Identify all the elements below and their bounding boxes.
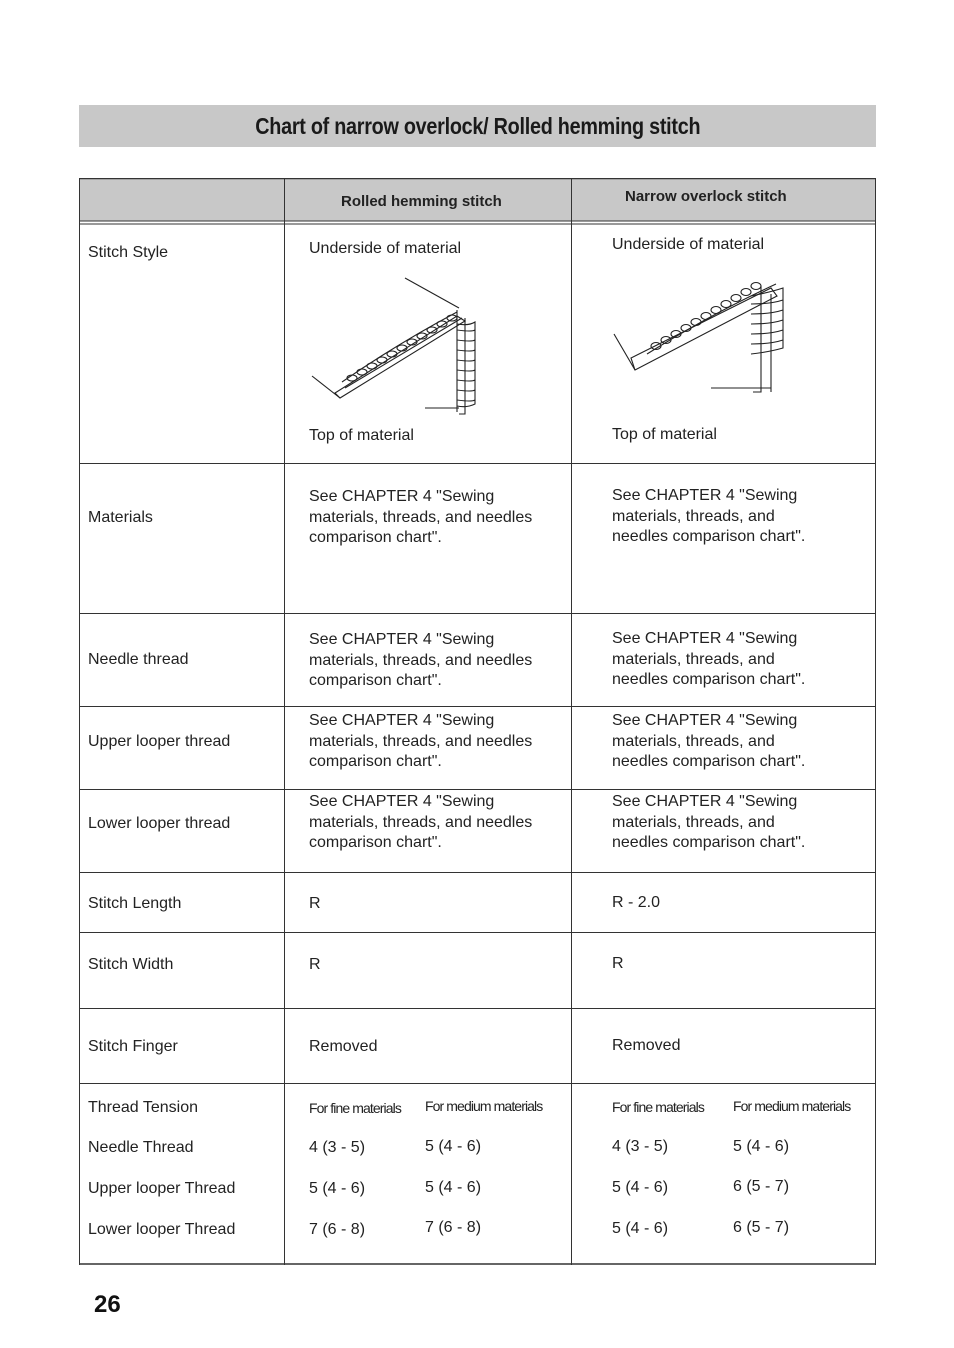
row-label-stitch-style: Stitch Style: [88, 244, 169, 261]
needle-thread-rolled-text: See CHAPTER 4 "Sewing materials, threads, and needles comparison chart".: [309, 631, 533, 689]
lower-looper-rolled-text: See CHAPTER 4 "Sewing materials, threads, and needles comparison chart".: [309, 793, 533, 851]
narrow-underside-label: Underside of material: [612, 236, 765, 253]
rolled-medium-header: For medium materials: [425, 1098, 543, 1114]
narrow-medium-upper: 6 (5 - 7): [733, 1178, 790, 1195]
rolled-fine-upper: 5 (4 - 6): [309, 1180, 366, 1197]
needle-thread-narrow-text: See CHAPTER 4 "Sewing materials, threads, and needles comparison chart".: [612, 630, 806, 688]
row-label-upper-looper-tension: Upper looper Thread: [88, 1180, 236, 1197]
row-label-thread-tension: Thread Tension: [88, 1099, 198, 1116]
column-header-narrow: Narrow overlock stitch: [625, 188, 787, 205]
rolled-medium-lower: 7 (6 - 8): [425, 1219, 482, 1236]
narrow-fine-lower: 5 (4 - 6): [612, 1220, 669, 1237]
stitch-length-rolled: R: [309, 895, 321, 912]
narrow-fine-upper: 5 (4 - 6): [612, 1179, 669, 1196]
stitch-finger-rolled: Removed: [309, 1038, 378, 1055]
row-label-materials: Materials: [88, 509, 153, 526]
row-label-stitch-width: Stitch Width: [88, 956, 174, 973]
stitch-width-narrow: R: [612, 955, 624, 972]
materials-rolled-text: See CHAPTER 4 "Sewing materials, threads, and needles comparison chart".: [309, 488, 533, 546]
rolled-medium-needle: 5 (4 - 6): [425, 1138, 482, 1155]
row-label-stitch-length: Stitch Length: [88, 895, 182, 912]
narrow-medium-lower: 6 (5 - 7): [733, 1219, 790, 1236]
rolled-hem-stitch-diagram: [307, 274, 487, 419]
stitch-finger-narrow: Removed: [612, 1037, 681, 1054]
column-header-rolled: Rolled hemming stitch: [341, 193, 502, 210]
materials-narrow-text: See CHAPTER 4 "Sewing materials, threads, and needles comparison chart".: [612, 487, 806, 545]
rolled-medium-upper: 5 (4 - 6): [425, 1179, 482, 1196]
row-label-stitch-finger: Stitch Finger: [88, 1038, 178, 1055]
upper-looper-rolled-text: See CHAPTER 4 "Sewing materials, threads, and needles comparison chart".: [309, 712, 533, 770]
narrow-medium-needle: 5 (4 - 6): [733, 1138, 790, 1155]
page-title-bar: [79, 105, 876, 147]
upper-looper-narrow-text: See CHAPTER 4 "Sewing materials, threads, and needles comparison chart".: [612, 712, 806, 770]
row-label-upper-looper-thread: Upper looper thread: [88, 733, 231, 750]
rolled-fine-lower: 7 (6 - 8): [309, 1221, 366, 1238]
narrow-top-label: Top of material: [612, 426, 717, 443]
rolled-fine-header: For fine materials: [309, 1100, 401, 1116]
stitch-chart-table: [79, 178, 876, 1265]
row-label-lower-looper-tension: Lower looper Thread: [88, 1221, 236, 1238]
row-label-needle-thread-tension: Needle Thread: [88, 1139, 194, 1156]
stitch-length-narrow: R - 2.0: [612, 894, 661, 911]
page-title: Chart of narrow overlock/ Rolled hemming stitch: [254, 112, 701, 139]
row-label-lower-looper-thread: Lower looper thread: [88, 815, 231, 832]
row-label-needle-thread: Needle thread: [88, 651, 189, 668]
narrow-overlock-stitch-diagram: [611, 274, 791, 399]
narrow-medium-header: For medium materials: [733, 1098, 851, 1114]
lower-looper-narrow-text: See CHAPTER 4 "Sewing materials, threads, and needles comparison chart".: [612, 793, 806, 851]
narrow-fine-needle: 4 (3 - 5): [612, 1138, 669, 1155]
stitch-width-rolled: R: [309, 956, 321, 973]
rolled-underside-label: Underside of material: [309, 240, 462, 257]
narrow-fine-header: For fine materials: [612, 1099, 704, 1115]
page-number: 26: [94, 1291, 121, 1318]
rolled-fine-needle: 4 (3 - 5): [309, 1139, 366, 1156]
rolled-top-label: Top of material: [309, 427, 414, 444]
